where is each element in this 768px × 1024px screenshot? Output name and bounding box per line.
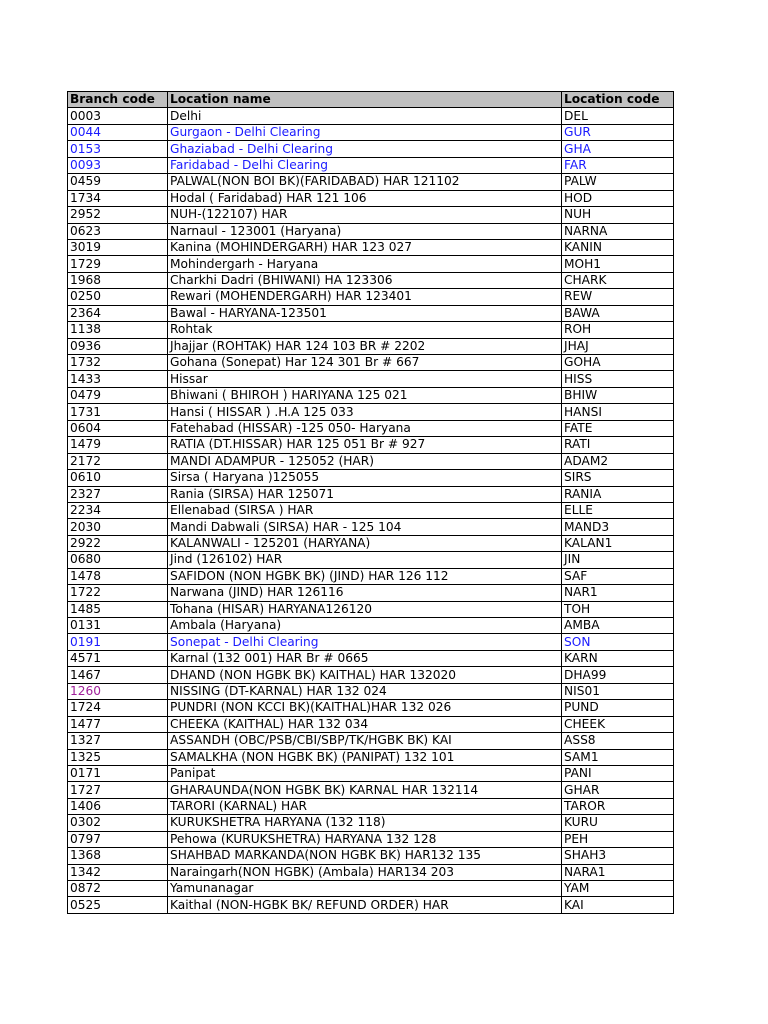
location-name-cell: Fatehabad (HISSAR) -125 050- Haryana bbox=[168, 420, 562, 436]
branch-code-cell: 1732 bbox=[68, 355, 168, 371]
location-name-cell: RATIA (DT.HISSAR) HAR 125 051 Br # 927 bbox=[168, 437, 562, 453]
location-code-cell: SON bbox=[562, 634, 674, 650]
branch-code-cell: 0250 bbox=[68, 289, 168, 305]
location-name-cell: KURUKSHETRA HARYANA (132 118) bbox=[168, 815, 562, 831]
table-row bbox=[68, 798, 674, 814]
location-code-cell: FATE bbox=[562, 420, 674, 436]
location-name-cell: TARORI (KARNAL) HAR bbox=[168, 798, 562, 814]
location-name-cell: Jind (126102) HAR bbox=[168, 552, 562, 568]
location-name-cell: Panipat bbox=[168, 765, 562, 781]
table-row bbox=[68, 848, 674, 864]
location-code-cell: GHA bbox=[562, 141, 674, 157]
table-row bbox=[68, 650, 674, 666]
table-row bbox=[68, 535, 674, 551]
location-code-cell: GOHA bbox=[562, 355, 674, 371]
branch-code-cell: 2327 bbox=[68, 486, 168, 502]
location-name-cell: Delhi bbox=[168, 108, 562, 124]
table-row bbox=[68, 733, 674, 749]
location-code-cell: PEH bbox=[562, 831, 674, 847]
table-row bbox=[68, 338, 674, 354]
branch-code-cell: 1734 bbox=[68, 190, 168, 206]
location-name-cell: Sonepat - Delhi Clearing bbox=[168, 634, 562, 650]
header-location-name: Location name bbox=[168, 92, 562, 108]
branch-code-cell: 1138 bbox=[68, 322, 168, 338]
branch-code-cell: 0191 bbox=[68, 634, 168, 650]
location-code-cell: ELLE bbox=[562, 502, 674, 518]
location-code-cell: MAND3 bbox=[562, 519, 674, 535]
location-name-cell: SAFIDON (NON HGBK BK) (JIND) HAR 126 112 bbox=[168, 568, 562, 584]
branch-code-cell: 1467 bbox=[68, 667, 168, 683]
location-code-cell: FAR bbox=[562, 157, 674, 173]
branch-code-cell: 1368 bbox=[68, 848, 168, 864]
branch-code-cell: 0131 bbox=[68, 618, 168, 634]
location-name-cell: SAMALKHA (NON HGBK BK) (PANIPAT) 132 101 bbox=[168, 749, 562, 765]
branch-code-cell: 1731 bbox=[68, 404, 168, 420]
branch-code-cell: 1727 bbox=[68, 782, 168, 798]
table-row bbox=[68, 305, 674, 321]
table-row bbox=[68, 470, 674, 486]
table-row bbox=[68, 502, 674, 518]
location-name-cell: Hissar bbox=[168, 371, 562, 387]
table-row bbox=[68, 289, 674, 305]
location-name-cell: PUNDRI (NON KCCI BK)(KAITHAL)HAR 132 026 bbox=[168, 700, 562, 716]
table-row bbox=[68, 897, 674, 913]
location-name-cell: Hansi ( HISSAR ) .H.A 125 033 bbox=[168, 404, 562, 420]
table-row bbox=[68, 585, 674, 601]
table-row bbox=[68, 420, 674, 436]
branch-code-cell: 1260 bbox=[68, 683, 168, 699]
location-name-cell: ASSANDH (OBC/PSB/CBI/SBP/TK/HGBK BK) KAI bbox=[168, 733, 562, 749]
location-code-cell: JHAJ bbox=[562, 338, 674, 354]
location-name-cell: Karnal (132 001) HAR Br # 0665 bbox=[168, 650, 562, 666]
table-row bbox=[68, 108, 674, 124]
branch-code-cell: 1479 bbox=[68, 437, 168, 453]
location-code-cell: HISS bbox=[562, 371, 674, 387]
location-name-cell: Hodal ( Faridabad) HAR 121 106 bbox=[168, 190, 562, 206]
branch-code-cell: 0680 bbox=[68, 552, 168, 568]
location-code-cell: NARA1 bbox=[562, 864, 674, 880]
location-name-cell: Bhiwani ( BHIROH ) HARIYANA 125 021 bbox=[168, 387, 562, 403]
table-row bbox=[68, 272, 674, 288]
table-row bbox=[68, 749, 674, 765]
table-row bbox=[68, 355, 674, 371]
location-name-cell: Mandi Dabwali (SIRSA) HAR - 125 104 bbox=[168, 519, 562, 535]
branch-code-cell: 0302 bbox=[68, 815, 168, 831]
branch-code-cell: 0093 bbox=[68, 157, 168, 173]
table-row bbox=[68, 864, 674, 880]
location-code-cell: TOH bbox=[562, 601, 674, 617]
location-name-cell: Tohana (HISAR) HARYANA126120 bbox=[168, 601, 562, 617]
location-code-cell: PUND bbox=[562, 700, 674, 716]
branch-table bbox=[67, 91, 674, 914]
location-name-cell: Rohtak bbox=[168, 322, 562, 338]
location-name-cell: Charkhi Dadri (BHIWANI) HA 123306 bbox=[168, 272, 562, 288]
table-row bbox=[68, 700, 674, 716]
location-name-cell: Pehowa (KURUKSHETRA) HARYANA 132 128 bbox=[168, 831, 562, 847]
location-code-cell: SIRS bbox=[562, 470, 674, 486]
location-name-cell: NUH-(122107) HAR bbox=[168, 207, 562, 223]
location-name-cell: Gohana (Sonepat) Har 124 301 Br # 667 bbox=[168, 355, 562, 371]
table-row bbox=[68, 322, 674, 338]
location-name-cell: Narwana (JIND) HAR 126116 bbox=[168, 585, 562, 601]
branch-code-cell: 0872 bbox=[68, 881, 168, 897]
table-row bbox=[68, 716, 674, 732]
table-row bbox=[68, 124, 674, 140]
location-code-cell: ROH bbox=[562, 322, 674, 338]
table-row bbox=[68, 453, 674, 469]
location-name-cell: Rewari (MOHENDERGARH) HAR 123401 bbox=[168, 289, 562, 305]
location-code-cell: TAROR bbox=[562, 798, 674, 814]
location-code-cell: KALAN1 bbox=[562, 535, 674, 551]
location-code-cell: CHEEK bbox=[562, 716, 674, 732]
location-code-cell: GHAR bbox=[562, 782, 674, 798]
branch-code-cell: 0479 bbox=[68, 387, 168, 403]
location-name-cell: Faridabad - Delhi Clearing bbox=[168, 157, 562, 173]
location-code-cell: DHA99 bbox=[562, 667, 674, 683]
location-code-cell: SAF bbox=[562, 568, 674, 584]
branch-code-cell: 0936 bbox=[68, 338, 168, 354]
table-row bbox=[68, 831, 674, 847]
branch-code-cell: 1485 bbox=[68, 601, 168, 617]
branch-code-cell: 3019 bbox=[68, 239, 168, 255]
branch-code-cell: 2234 bbox=[68, 502, 168, 518]
location-name-cell: Yamunanagar bbox=[168, 881, 562, 897]
table-row bbox=[68, 782, 674, 798]
location-code-cell: HOD bbox=[562, 190, 674, 206]
location-code-cell: CHARK bbox=[562, 272, 674, 288]
location-name-cell: GHARAUNDA(NON HGBK BK) KARNAL HAR 132114 bbox=[168, 782, 562, 798]
table-row bbox=[68, 223, 674, 239]
location-code-cell: BAWA bbox=[562, 305, 674, 321]
branch-code-cell: 0610 bbox=[68, 470, 168, 486]
location-name-cell: Ellenabad (SIRSA ) HAR bbox=[168, 502, 562, 518]
table-row bbox=[68, 765, 674, 781]
branch-code-cell: 0171 bbox=[68, 765, 168, 781]
table-row bbox=[68, 239, 674, 255]
table-row bbox=[68, 881, 674, 897]
branch-code-cell: 0003 bbox=[68, 108, 168, 124]
table-row bbox=[68, 256, 674, 272]
table-row bbox=[68, 552, 674, 568]
branch-code-cell: 2364 bbox=[68, 305, 168, 321]
table-row bbox=[68, 519, 674, 535]
table-row bbox=[68, 141, 674, 157]
location-code-cell: NUH bbox=[562, 207, 674, 223]
location-code-cell: KARN bbox=[562, 650, 674, 666]
table-row bbox=[68, 568, 674, 584]
location-name-cell: Bawal - HARYANA-123501 bbox=[168, 305, 562, 321]
location-name-cell: SHAHBAD MARKANDA(NON HGBK BK) HAR132 135 bbox=[168, 848, 562, 864]
location-code-cell: RATI bbox=[562, 437, 674, 453]
location-code-cell: REW bbox=[562, 289, 674, 305]
branch-code-cell: 0525 bbox=[68, 897, 168, 913]
location-code-cell: KURU bbox=[562, 815, 674, 831]
branch-code-cell: 4571 bbox=[68, 650, 168, 666]
table-row bbox=[68, 371, 674, 387]
location-name-cell: Kanina (MOHINDERGARH) HAR 123 027 bbox=[168, 239, 562, 255]
branch-code-cell: 2922 bbox=[68, 535, 168, 551]
location-code-cell: NARNA bbox=[562, 223, 674, 239]
branch-code-cell: 0044 bbox=[68, 124, 168, 140]
location-name-cell: KALANWALI - 125201 (HARYANA) bbox=[168, 535, 562, 551]
table-row bbox=[68, 437, 674, 453]
location-code-cell: PANI bbox=[562, 765, 674, 781]
location-name-cell: Ambala (Haryana) bbox=[168, 618, 562, 634]
branch-code-cell: 1477 bbox=[68, 716, 168, 732]
branch-code-cell: 2030 bbox=[68, 519, 168, 535]
table-row bbox=[68, 387, 674, 403]
location-code-cell: HANSI bbox=[562, 404, 674, 420]
location-name-cell: Sirsa ( Haryana )125055 bbox=[168, 470, 562, 486]
location-code-cell: AMBA bbox=[562, 618, 674, 634]
location-code-cell: BHIW bbox=[562, 387, 674, 403]
branch-code-cell: 0459 bbox=[68, 174, 168, 190]
branch-code-cell: 2172 bbox=[68, 453, 168, 469]
table-row bbox=[68, 207, 674, 223]
table-row bbox=[68, 174, 674, 190]
location-code-cell: SAM1 bbox=[562, 749, 674, 765]
branch-code-cell: 1342 bbox=[68, 864, 168, 880]
location-name-cell: Ghaziabad - Delhi Clearing bbox=[168, 141, 562, 157]
location-code-cell: PALW bbox=[562, 174, 674, 190]
branch-code-cell: 1724 bbox=[68, 700, 168, 716]
location-name-cell: PALWAL(NON BOI BK)(FARIDABAD) HAR 121102 bbox=[168, 174, 562, 190]
table-row bbox=[68, 157, 674, 173]
location-name-cell: Rania (SIRSA) HAR 125071 bbox=[168, 486, 562, 502]
branch-code-cell: 1433 bbox=[68, 371, 168, 387]
branch-code-cell: 1406 bbox=[68, 798, 168, 814]
location-code-cell: JIN bbox=[562, 552, 674, 568]
table-row bbox=[68, 486, 674, 502]
table-row bbox=[68, 190, 674, 206]
table-row bbox=[68, 667, 674, 683]
branch-code-cell: 1968 bbox=[68, 272, 168, 288]
location-code-cell: NIS01 bbox=[562, 683, 674, 699]
branch-code-cell: 1325 bbox=[68, 749, 168, 765]
header-branch-code: Branch code bbox=[68, 92, 168, 108]
location-code-cell: DEL bbox=[562, 108, 674, 124]
location-name-cell: MANDI ADAMPUR - 125052 (HAR) bbox=[168, 453, 562, 469]
location-name-cell: Jhajjar (ROHTAK) HAR 124 103 BR # 2202 bbox=[168, 338, 562, 354]
location-code-cell: ADAM2 bbox=[562, 453, 674, 469]
branch-code-cell: 1729 bbox=[68, 256, 168, 272]
location-name-cell: DHAND (NON HGBK BK) KAITHAL) HAR 132020 bbox=[168, 667, 562, 683]
location-name-cell: CHEEKA (KAITHAL) HAR 132 034 bbox=[168, 716, 562, 732]
table-row bbox=[68, 683, 674, 699]
location-name-cell: Narnaul - 123001 (Haryana) bbox=[168, 223, 562, 239]
table-row bbox=[68, 815, 674, 831]
header-location-code: Location code bbox=[562, 92, 674, 108]
table-row bbox=[68, 601, 674, 617]
location-code-cell: RANIA bbox=[562, 486, 674, 502]
location-code-cell: KAI bbox=[562, 897, 674, 913]
branch-code-cell: 0623 bbox=[68, 223, 168, 239]
location-code-cell: GUR bbox=[562, 124, 674, 140]
location-code-cell: KANIN bbox=[562, 239, 674, 255]
location-code-cell: ASS8 bbox=[562, 733, 674, 749]
branch-code-cell: 2952 bbox=[68, 207, 168, 223]
location-code-cell: NAR1 bbox=[562, 585, 674, 601]
branch-code-cell: 1478 bbox=[68, 568, 168, 584]
location-name-cell: NISSING (DT-KARNAL) HAR 132 024 bbox=[168, 683, 562, 699]
location-code-cell: YAM bbox=[562, 881, 674, 897]
branch-code-cell: 0153 bbox=[68, 141, 168, 157]
location-code-cell: SHAH3 bbox=[562, 848, 674, 864]
table-row bbox=[68, 618, 674, 634]
branch-code-cell: 0604 bbox=[68, 420, 168, 436]
branch-code-cell: 1722 bbox=[68, 585, 168, 601]
table-row bbox=[68, 634, 674, 650]
table-row bbox=[68, 404, 674, 420]
header-row bbox=[68, 92, 674, 108]
branch-code-cell: 1327 bbox=[68, 733, 168, 749]
location-name-cell: Naraingarh(NON HGBK) (Ambala) HAR134 203 bbox=[168, 864, 562, 880]
location-name-cell: Gurgaon - Delhi Clearing bbox=[168, 124, 562, 140]
location-name-cell: Mohindergarh - Haryana bbox=[168, 256, 562, 272]
location-name-cell: Kaithal (NON-HGBK BK/ REFUND ORDER) HAR bbox=[168, 897, 562, 913]
branch-code-cell: 0797 bbox=[68, 831, 168, 847]
location-code-cell: MOH1 bbox=[562, 256, 674, 272]
